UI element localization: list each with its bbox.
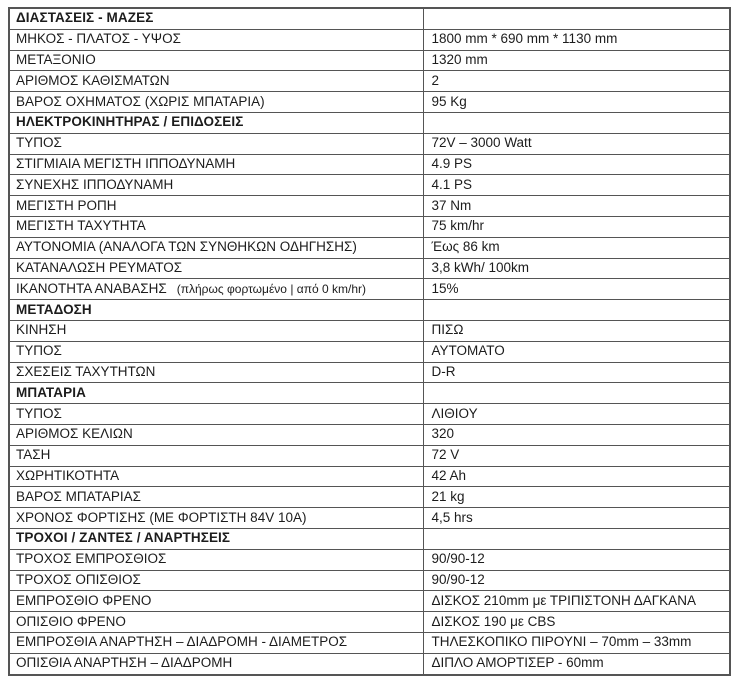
spec-row [9, 133, 730, 154]
spec-row [9, 341, 730, 362]
spec-label-cell [9, 424, 423, 445]
spec-label: ΚΙΝΗΣΗ [16, 322, 67, 338]
spec-label-cell [9, 320, 423, 341]
spec-label: ΤΥΠΟΣ [16, 343, 62, 359]
spec-row [9, 570, 730, 591]
spec-label: ΙΚΑΝΟΤΗΤΑ ΑΝΑΒΑΣΗΣ [16, 280, 167, 296]
section-header-label: ΗΛΕΚΤΡΟΚΙΝΗΤΗΡΑΣ / ΕΠΙΔΟΣΕΙΣ [9, 112, 423, 133]
spec-row [9, 466, 730, 487]
spec-value-cell: 2 [423, 71, 730, 92]
spec-label: ΕΜΠΡΟΣΘΙΟ ΦΡΕΝΟ [16, 592, 152, 608]
spec-label-cell [9, 487, 423, 508]
spec-value-cell: 1800 mm * 690 mm * 1130 mm [423, 29, 730, 50]
spec-label: ΜΗΚΟΣ - ΠΛΑΤΟΣ - ΥΨΟΣ [16, 31, 181, 47]
spec-value-cell: ΛΙΘΙΟΥ [423, 404, 730, 425]
spec-label-cell [9, 549, 423, 570]
spec-label-cell [9, 216, 423, 237]
spec-label: ΤΥΠΟΣ [16, 135, 62, 151]
section-header-empty-cell [423, 8, 730, 29]
spec-label: ΤΡΟΧΟΣ ΕΜΠΡΟΣΘΙΟΣ [16, 551, 167, 567]
spec-value-cell: 75 km/hr [423, 216, 730, 237]
spec-label: ΧΡΟΝΟΣ ΦΟΡΤΙΣΗΣ (ΜΕ ΦΟΡΤΙΣΤΗ 84V 10A) [16, 509, 307, 525]
spec-label: ΑΡΙΘΜΟΣ ΚΕΛΙΩΝ [16, 426, 133, 442]
spec-row [9, 632, 730, 653]
spec-label-cell [9, 29, 423, 50]
spec-label-cell [9, 632, 423, 653]
spec-row [9, 92, 730, 113]
spec-row [9, 71, 730, 92]
section-header-empty-cell [423, 112, 730, 133]
spec-value-cell: ΔΙΣΚΟΣ 190 με CBS [423, 612, 730, 633]
spec-value-cell: 320 [423, 424, 730, 445]
spec-value-cell: Έως 86 km [423, 237, 730, 258]
section-header-label: ΔΙΑΣΤΑΣΕΙΣ - ΜΑΖΕΣ [9, 8, 423, 29]
spec-value-cell: 3,8 kWh/ 100km [423, 258, 730, 279]
spec-label: ΒΑΡΟΣ ΟΧΗΜΑΤΟΣ (ΧΩΡΙΣ ΜΠΑΤΑΡΙΑ) [16, 93, 265, 109]
spec-value-cell: 72 V [423, 445, 730, 466]
spec-row [9, 237, 730, 258]
spec-row [9, 320, 730, 341]
spec-label: ΟΠΙΣΘΙΟ ΦΡΕΝΟ [16, 613, 126, 629]
spec-label: ΟΠΙΣΘΙΑ ΑΝΑΡΤΗΣΗ – ΔΙΑΔΡΟΜΗ [16, 655, 233, 671]
spec-label-cell [9, 133, 423, 154]
spec-row [9, 216, 730, 237]
spec-value-cell: 37 Nm [423, 196, 730, 217]
spec-label-cell [9, 466, 423, 487]
spec-row [9, 362, 730, 383]
spec-value-cell: 90/90-12 [423, 570, 730, 591]
spec-row [9, 508, 730, 529]
spec-row [9, 279, 730, 300]
spec-row [9, 196, 730, 217]
spec-label-cell [9, 362, 423, 383]
spec-label: ΜΕΓΙΣΤΗ ΤΑΧΥΤΗΤΑ [16, 218, 146, 234]
section-header-row [9, 112, 730, 133]
spec-row [9, 258, 730, 279]
spec-label: ΑΡΙΘΜΟΣ ΚΑΘΙΣΜΑΤΩΝ [16, 72, 170, 88]
spec-value-cell: 95 Kg [423, 92, 730, 113]
spec-value-cell: ΠΙΣΩ [423, 320, 730, 341]
spec-label-note: (πλήρως φορτωμένο | από 0 km/hr) [176, 281, 366, 296]
spec-label-cell [9, 258, 423, 279]
section-header-row [9, 300, 730, 321]
spec-label: ΣΤΙΓΜΙΑΙΑ ΜΕΓΙΣΤΗ ΙΠΠΟΔΥΝΑΜΗ [16, 156, 236, 172]
section-header-row [9, 383, 730, 404]
spec-label-cell [9, 237, 423, 258]
spec-row [9, 404, 730, 425]
spec-row [9, 445, 730, 466]
section-header-label: ΜΕΤΑΔΟΣΗ [9, 300, 423, 321]
spec-value-cell: 90/90-12 [423, 549, 730, 570]
spec-label-cell [9, 71, 423, 92]
spec-label-cell [9, 279, 423, 300]
spec-row [9, 50, 730, 71]
spec-value-cell: 72V – 3000 Watt [423, 133, 730, 154]
spec-value-cell: 4.1 PS [423, 175, 730, 196]
spec-label-cell [9, 591, 423, 612]
spec-label-cell [9, 154, 423, 175]
spec-value-cell: D-R [423, 362, 730, 383]
spec-row [9, 29, 730, 50]
spec-row [9, 653, 730, 674]
spec-value-cell: ΔΙΣΚΟΣ 210mm με ΤΡΙΠΙΣΤΟΝΗ ΔΑΓΚΑΝΑ [423, 591, 730, 612]
section-header-empty-cell [423, 383, 730, 404]
spec-label-cell [9, 175, 423, 196]
spec-label-cell [9, 50, 423, 71]
spec-label: ΣΧΕΣΕΙΣ ΤΑΧΥΤΗΤΩΝ [16, 364, 156, 380]
spec-label-cell [9, 341, 423, 362]
spec-row [9, 549, 730, 570]
spec-label-cell [9, 570, 423, 591]
section-header-label: ΜΠΑΤΑΡΙΑ [9, 383, 423, 404]
spec-value-cell: 42 Ah [423, 466, 730, 487]
spec-label-cell [9, 508, 423, 529]
spec-value-cell: ΔΙΠΛΟ ΑΜΟΡΤΙΣΕΡ - 60mm [423, 653, 730, 674]
spec-label: ΜΕΓΙΣΤΗ ΡΟΠΗ [16, 197, 117, 213]
spec-row [9, 424, 730, 445]
spec-label: ΤΥΠΟΣ [16, 405, 62, 421]
spec-table [8, 7, 731, 676]
spec-label: ΑΥΤΟΝΟΜΙΑ (ΑΝΑΛΟΓΑ ΤΩΝ ΣΥΝΘΗΚΩΝ ΟΔΗΓΗΣΗΣ) [16, 239, 357, 255]
section-header-row [9, 8, 730, 29]
spec-label-cell [9, 445, 423, 466]
spec-value-cell: 21 kg [423, 487, 730, 508]
spec-label-cell [9, 196, 423, 217]
spec-row [9, 487, 730, 508]
spec-value-cell: 1320 mm [423, 50, 730, 71]
section-header-empty-cell [423, 300, 730, 321]
spec-row [9, 175, 730, 196]
spec-row [9, 612, 730, 633]
spec-row [9, 591, 730, 612]
spec-label-cell [9, 612, 423, 633]
spec-value-cell: ΤΗΛΕΣΚΟΠΙΚΟ ΠΙΡΟΥΝΙ – 70mm – 33mm [423, 632, 730, 653]
spec-label: ΤΑΣΗ [16, 447, 51, 463]
spec-value-cell: 4.9 PS [423, 154, 730, 175]
spec-value-cell: ΑΥΤΟΜΑΤΟ [423, 341, 730, 362]
spec-label: ΧΩΡΗΤΙΚΟΤΗΤΑ [16, 468, 120, 483]
spec-label: ΚΑΤΑΝΑΛΩΣΗ ΡΕΥΜΑΤΟΣ [16, 260, 183, 276]
section-header-empty-cell [423, 528, 730, 549]
spec-label: ΜΕΤΑΞΟΝΙΟ [16, 52, 96, 68]
section-header-row [9, 528, 730, 549]
spec-value-cell: 15% [423, 279, 730, 300]
spec-label: ΕΜΠΡΟΣΘΙΑ ΑΝΑΡΤΗΣΗ – ΔΙΑΔΡΟΜΗ - ΔΙΑΜΕΤΡΟΣ [16, 634, 348, 650]
spec-label: ΒΑΡΟΣ ΜΠΑΤΑΡΙΑΣ [16, 488, 141, 504]
spec-value-cell: 4,5 hrs [423, 508, 730, 529]
spec-label-cell [9, 92, 423, 113]
spec-label-cell [9, 404, 423, 425]
spec-label: ΤΡΟΧΟΣ ΟΠΙΣΘΙΟΣ [16, 571, 141, 587]
section-header-label: ΤΡΟΧΟΙ / ΖΑΝΤΕΣ / ΑΝΑΡΤΗΣΕΙΣ [9, 528, 423, 549]
spec-label-cell [9, 653, 423, 674]
spec-row [9, 154, 730, 175]
spec-label: ΣΥΝΕΧΗΣ ΙΠΠΟΔΥΝΑΜΗ [16, 176, 174, 192]
spec-table-body [9, 8, 730, 675]
